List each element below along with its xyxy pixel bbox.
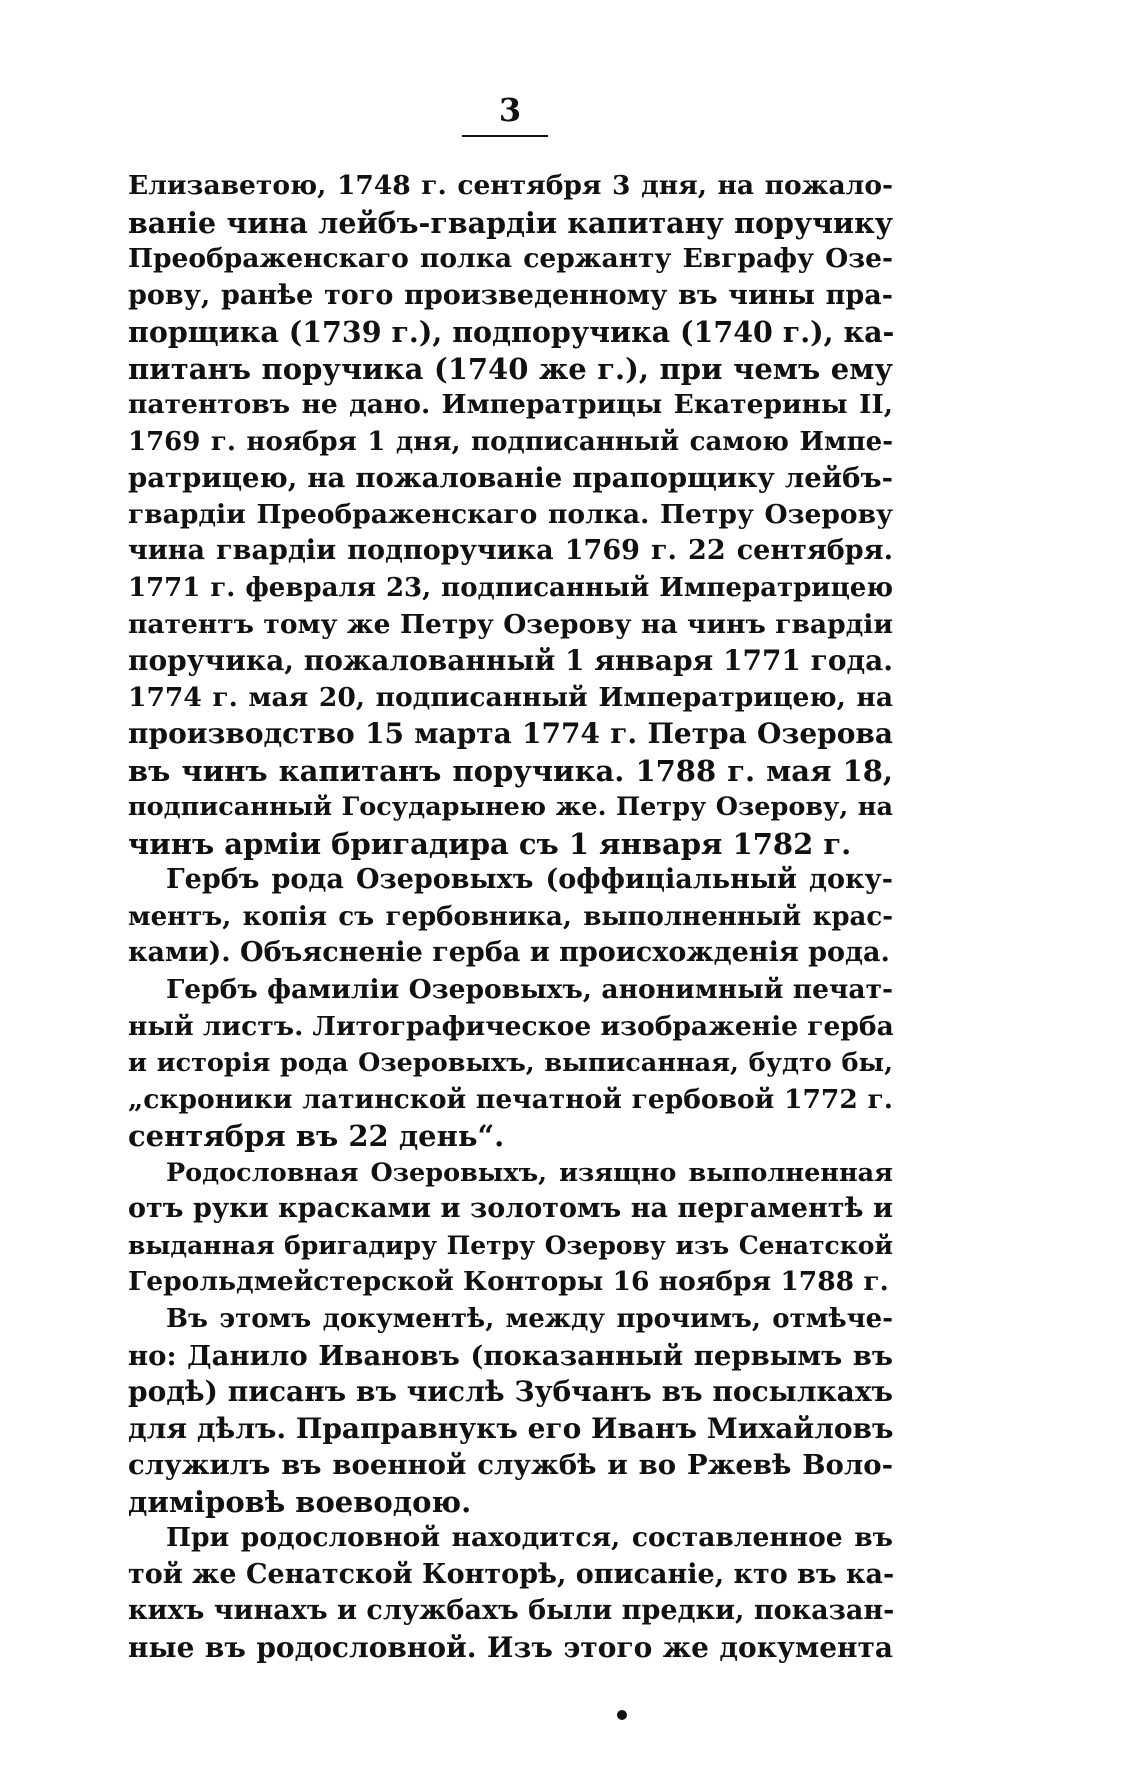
text-line: диміровѣ воеводою. (128, 1484, 472, 1519)
text-line: родѣ) писанъ въ числѣ Зубчанъ въ посылкахъ (128, 1375, 893, 1409)
text-line: той же Сенатской Конторѣ, описаніе, кто въ ка- (128, 1558, 895, 1590)
text-line: Гербъ рода Озеровыхъ (оффиціальный доку- (166, 864, 893, 896)
text-line: Елизаветою, 1748 г. сентября 3 дня, на пожало- (128, 170, 893, 201)
text-line: ваніе чина лейбъ-гвардіи капитану поручику (128, 205, 893, 240)
text-line: отъ руки красками и золотомъ на пергаментѣ и (128, 1193, 893, 1225)
text-line: выданная бригадиру Петру Озерову изъ Сенатской (128, 1230, 893, 1260)
text-line: При родословной находится, составленное въ (166, 1522, 893, 1554)
text-line: чина гвардіи подпоручика 1769 г. 22 сентября. (128, 535, 893, 567)
text-line: гвардіи Преображенскаго полка. Петру Озерову (128, 498, 893, 530)
text-line: 1769 г. ноября 1 дня, подписанный самою Импе- (128, 426, 893, 457)
text-line: служилъ въ военной службѣ и во Ржевѣ Воло- (128, 1449, 893, 1482)
text-line: Преображенскаго полка сержанту Евграфу Озе- (128, 243, 893, 275)
text-line: въ чинъ капитанъ поручика. 1788 г. мая 18, (128, 753, 893, 788)
text-line: но: Данило Ивановъ (показанный первымъ въ (128, 1339, 893, 1372)
text-line: ные въ родословной. Изъ этого же документа (128, 1630, 893, 1664)
text-line: „скроники латинской печатной гербовой 1772 г. (128, 1083, 893, 1115)
text-line: кихъ чинахъ и службахъ были предки, показан- (128, 1595, 895, 1627)
text-line: ками). Объясненіе герба и происхожденія рода. (128, 937, 890, 969)
text-line: 1774 г. мая 20, подписанный Императрицею, на (128, 681, 893, 713)
text-line: и исторія рода Озеровыхъ, выписанная, будто бы, (128, 1048, 893, 1079)
text-line: порщика (1739 г.), подпоручика (1740 г.), ка- (128, 315, 895, 350)
text-line: ратрицею, на пожалованіе прапорщику лейбъ- (128, 462, 893, 495)
text-line: рову, ранѣе того произведенному въ чины пра- (128, 279, 893, 311)
text-line: Герольдмейстерской Конторы 16 ноября 1788 г. (128, 1266, 889, 1298)
text-line: Въ этомъ документѣ, между прочимъ, отмѣче- (166, 1303, 893, 1334)
ink-dot (617, 1710, 627, 1720)
text-line: патентъ тому же Петру Озерову на чинъ гвардіи (128, 608, 893, 640)
text-line: поручика, пожалованный 1 января 1771 года. (128, 644, 894, 678)
text-line: Родословная Озеровыхъ, изящно выполненная (166, 1157, 893, 1188)
text-line: чинъ арміи бригадира съ 1 января 1782 г. (128, 826, 852, 861)
text-line: питанъ поручика (1740 же г.), при чемъ ему (128, 351, 893, 386)
text-line: сентября въ 22 день“. (128, 1119, 505, 1154)
text-line: для дѣлъ. Праправнукъ его Иванъ Михайловъ (128, 1411, 894, 1445)
text-line: патентовъ не дано. Императрицы Екатерины II, (128, 389, 893, 421)
text-line: 1771 г. февраля 23, подписанный Императрицею (128, 573, 893, 604)
body-text (128, 168, 893, 1666)
text-line: ный листъ. Литографическое изображеніе герба (128, 1010, 894, 1042)
text-line: подписанный Государынею же. Петру Озерову, на (128, 792, 893, 823)
text-line: ментъ, копія съ гербовника, выполненный крас- (128, 901, 893, 932)
page-number-rule (462, 135, 548, 137)
page-number: 3 (498, 91, 522, 129)
text-line: Гербъ фамиліи Озеровыхъ, анонимный печат- (166, 974, 893, 1006)
text-line: производство 15 марта 1774 г. Петра Озерова (128, 717, 893, 751)
